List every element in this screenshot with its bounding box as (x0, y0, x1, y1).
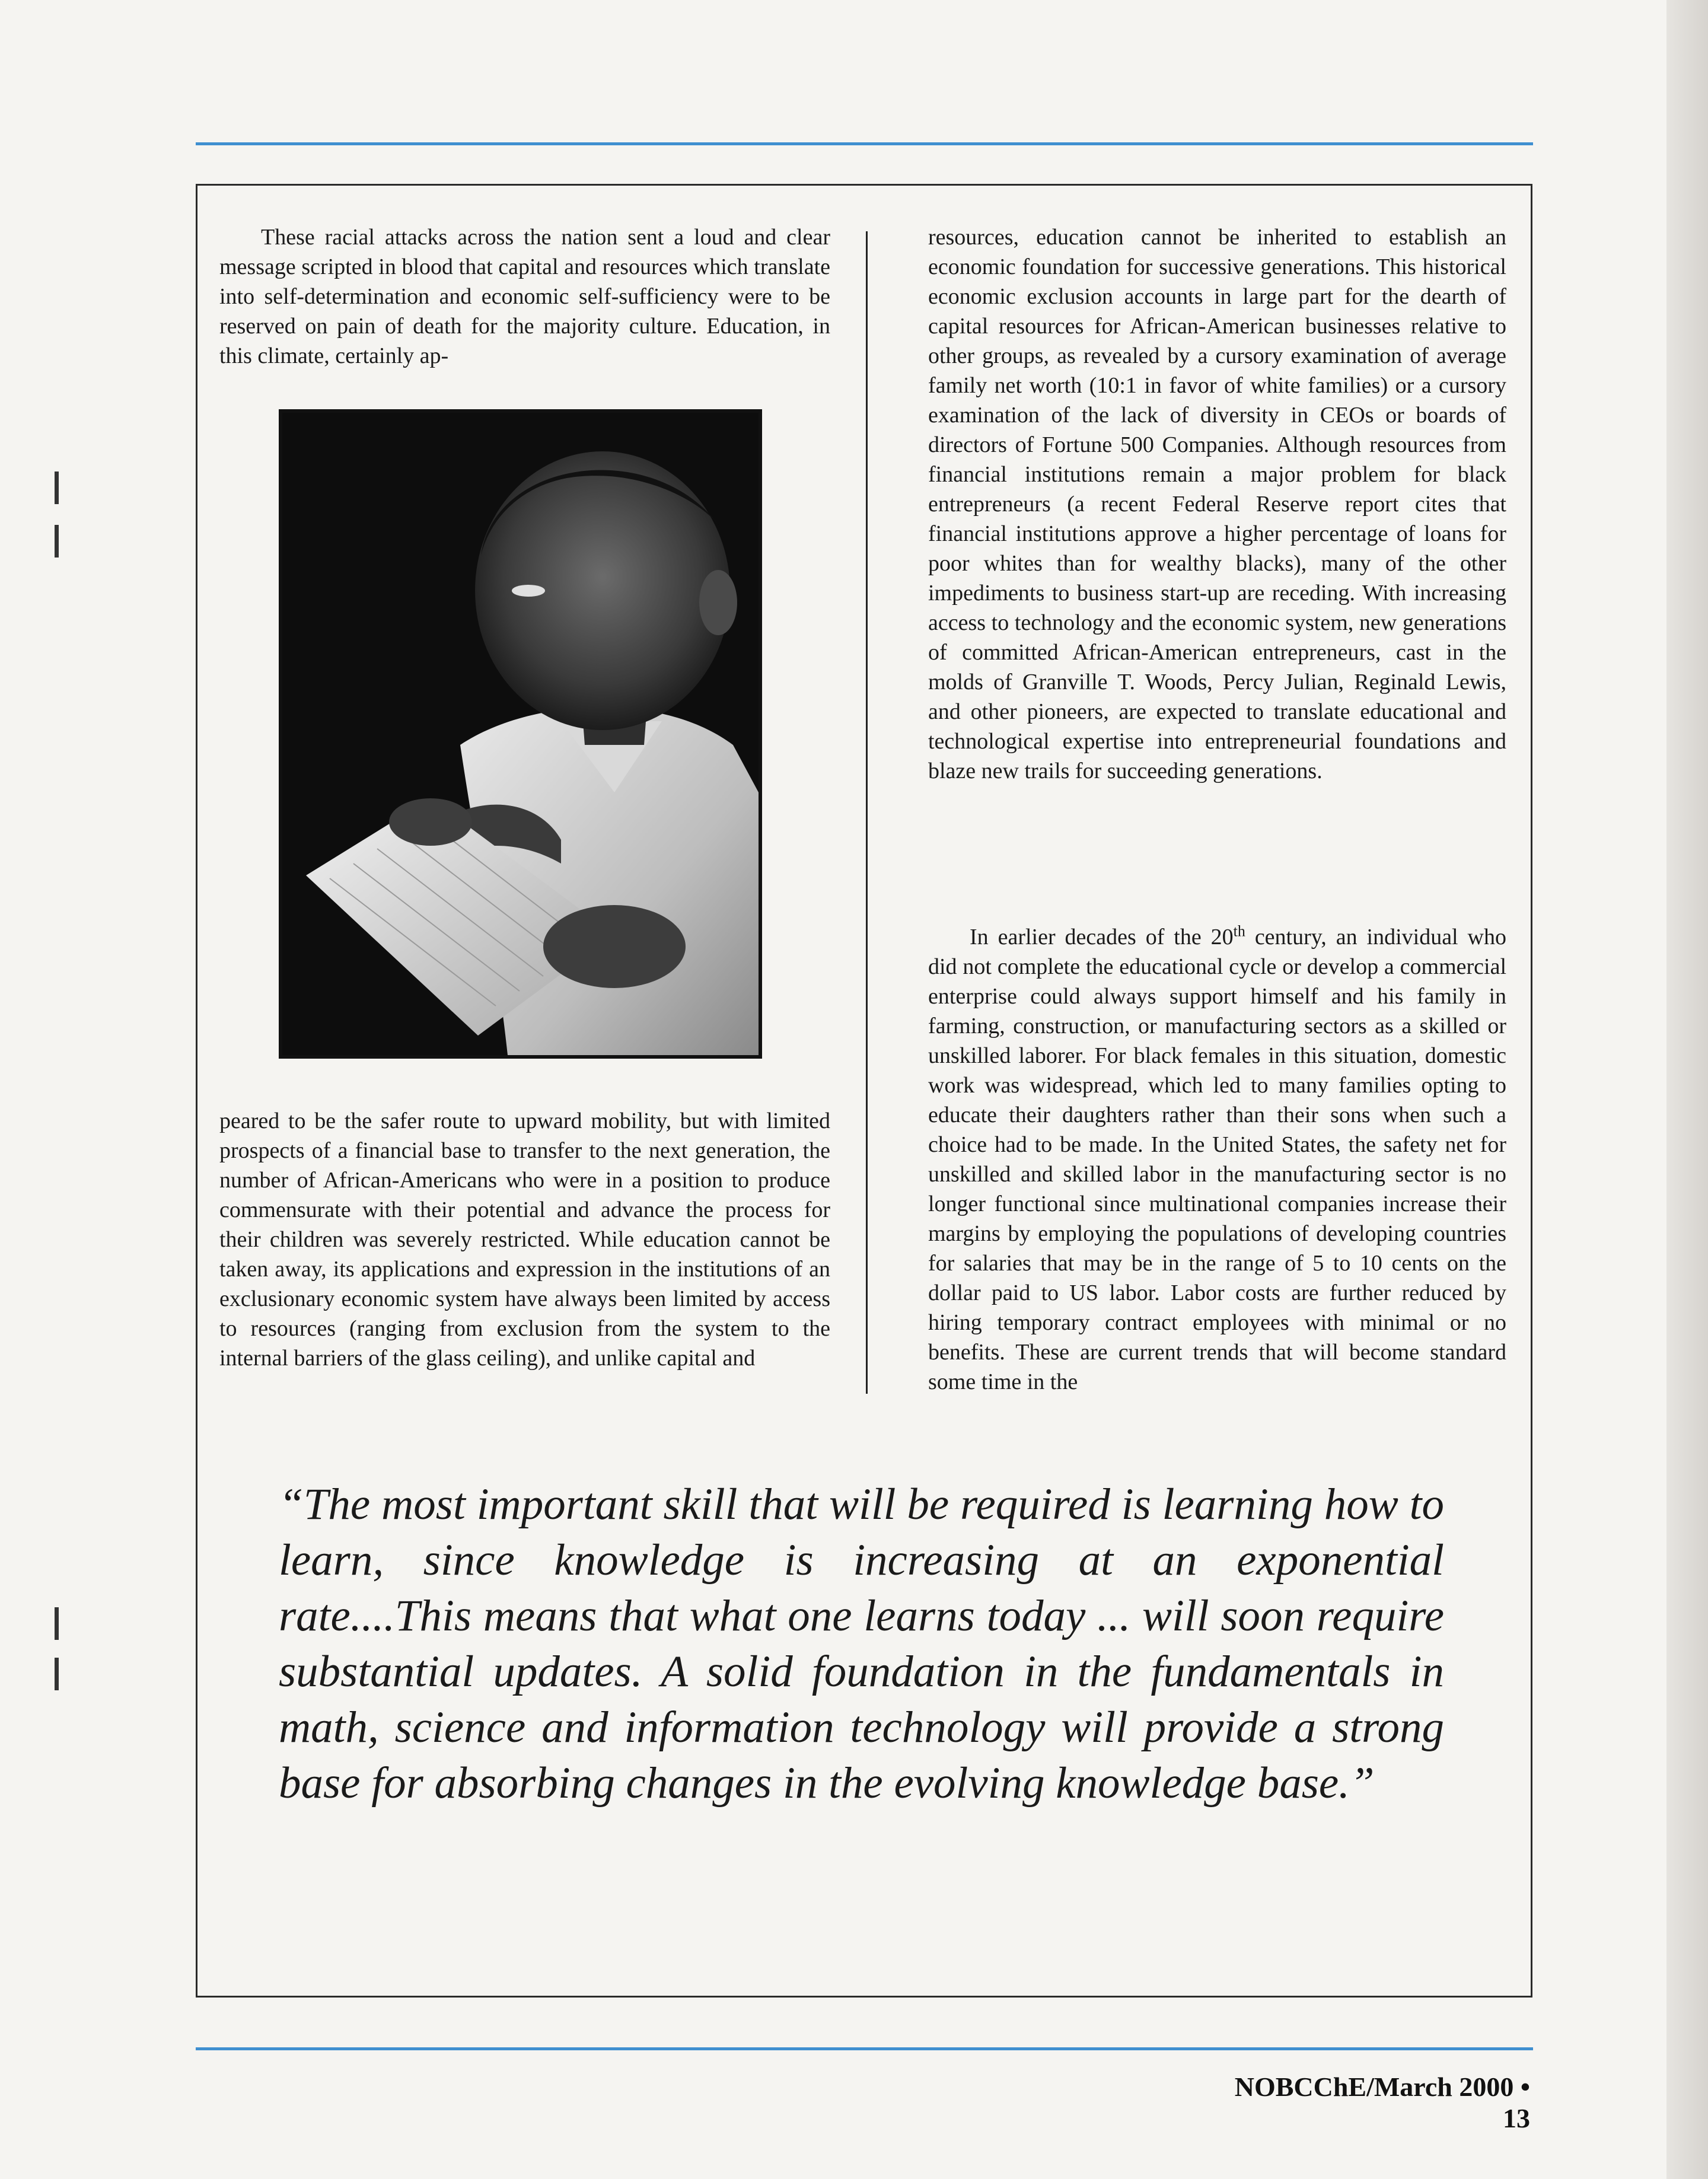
bottom-rule (196, 2047, 1533, 2050)
binding-mark (55, 472, 59, 504)
paragraph: These racial attacks across the nation sent a loud and clear message scripted in blood that capital and resources which translate into self-determination and economic self-sufficiency were to be reserved on pain of death for the majority culture. Education, in this climate, certainly ap- (219, 225, 830, 368)
column-1-bottom (219, 1106, 830, 1373)
column-1-top (219, 222, 830, 371)
column-2-top (928, 222, 1506, 786)
binding-mark (55, 1658, 59, 1690)
page-footer: NOBCChE/March 2000 • 13 (1234, 2072, 1530, 2133)
binding-mark (55, 525, 59, 558)
pull-quote: “The most important skill that will be required is learning how to learn, since knowledge is increasing at an exponential rate....This means that what one learns today ... will soon require substantial updates. A solid foundation in the fundamentals in math, science and information technology will provide a strong base for absorbing changes in the evolving knowledge base.” (279, 1480, 1444, 1808)
paragraph: peared to be the safer route to upward mobility, but with limited prospects of a financial base to transfer to the next generation, the number of African-Americans who were in a position to produce commensurate with their potential and advance the process for their children was severely restricted. While education cannot be taken away, its applications and expression in the institutions of an exclusionary economic system have always been limited by access to resources (ranging from exclusion from the system to the internal barriers of the glass ceiling), and unlike capital and (219, 1108, 830, 1371)
column-divider (866, 231, 868, 1394)
superscript: th (1233, 922, 1245, 940)
boy-at-keyboard-photo (279, 409, 762, 1059)
paragraph (928, 922, 1506, 1397)
paragraph-start: In earlier decades of the 20 (970, 925, 1234, 950)
page-edge (1666, 0, 1708, 2179)
column-2-bottom (928, 922, 1506, 1397)
paragraph-rest: century, an individual who did not complete the educational cycle or develop a commercial enterprise could always support himself and his family in farming, construction, or manufacturing sectors as a skilled or unskilled laborer. For black females in this situation, domestic work was widespread, which led to many families opting to educate their daughters rather than their sons when such a choice had to be made. In the United States, the safety net for unskilled and skilled labor in the manufacturing sector is no longer functional since multinational companies increase their margins by employing the populations of developing countries for salaries that may be in the range of 5 to 10 cents on the dollar paid to US labor. Labor costs are further reduced by hiring temporary contract employees with minimal or no benefits. These are current trends that will become standard some time in the (928, 925, 1506, 1394)
paragraph: resources, education cannot be inherited to establish an economic foundation for successive generations. This historical economic exclusion accounts in large part for the dearth of capital resources for African-American businesses relative to other groups, as revealed by a cursory examination of average family net worth (10:1 in favor of white families) or a cursory examination of the lack of diversity in CEOs or boards of directors of Fortune 500 Companies. Although resources from financial institutions remain a major problem for black entrepreneurs (a recent Federal Reserve report cites that financial institutions approve a higher percentage of loans for poor whites than for wealthy blacks), many of the other impediments to business start-up are receding. With increasing access to technology and the economic system, new generations of committed African-American entrepreneurs, cast in the molds of Granville T. Woods, Percy Julian, Reginald Lewis, and other pioneers, are expected to translate educational and technological expertise into entrepreneurial foundations and blaze new trails for succeeding generations. (928, 225, 1506, 783)
photo-illustration (282, 413, 759, 1055)
binding-mark (55, 1607, 59, 1640)
top-rule (196, 142, 1533, 145)
